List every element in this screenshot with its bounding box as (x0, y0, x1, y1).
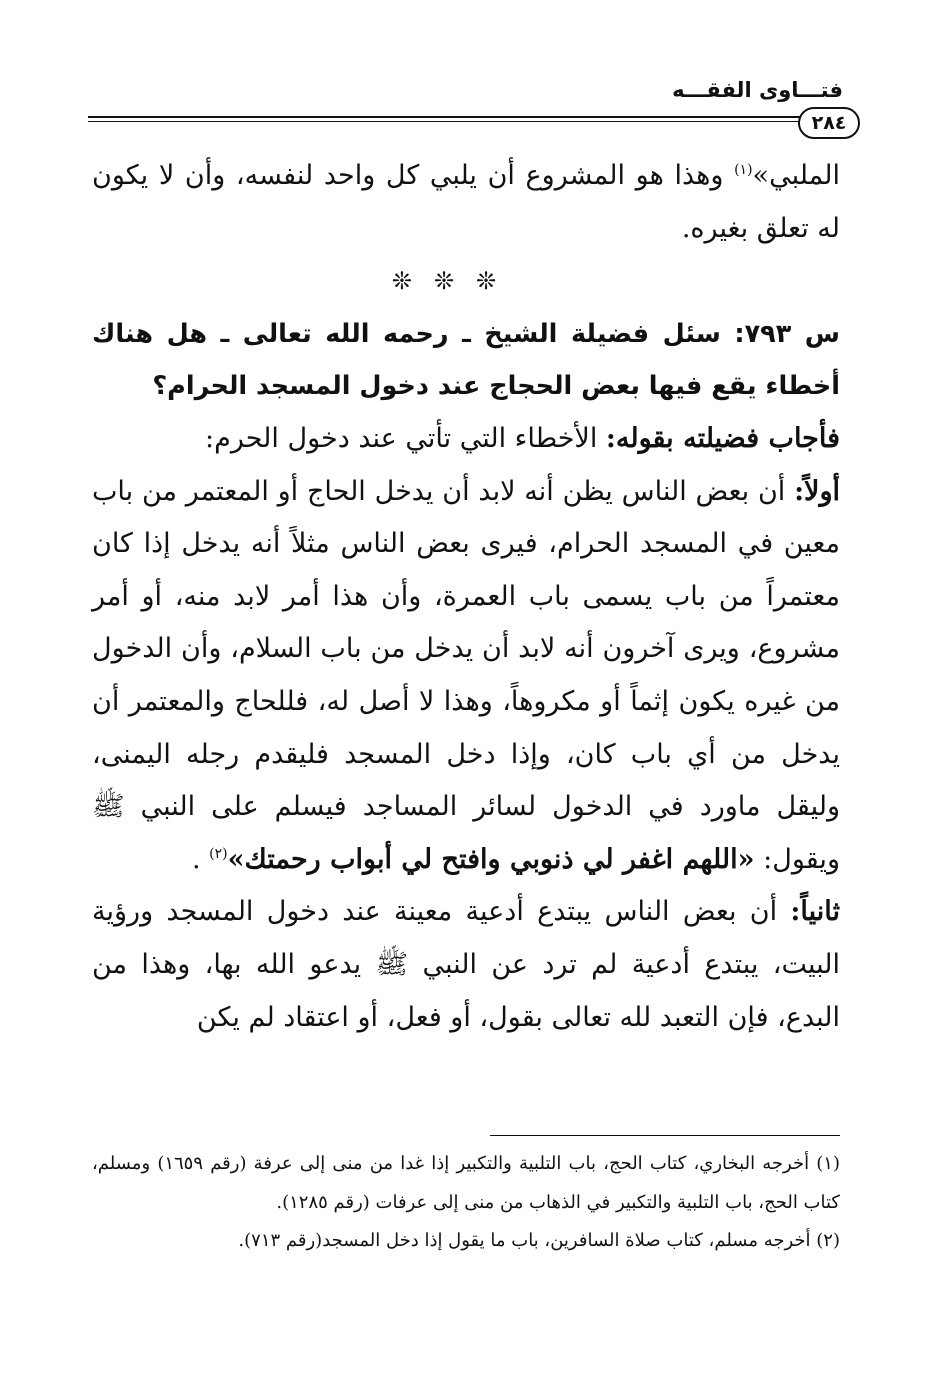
opening-paragraph (92, 150, 840, 255)
first-text: أن بعض الناس يظن أنه لابد أن يدخل الحاج أو المعتمر من باب معين في المسجد الحرام، فيرى بعض الناس مثلاً أنه يدخل إذا كان معتمراً من باب يسمى باب العمرة، وأن هذا أمر لابد منه، أو أمر مشروع، ويرى آخرون أنه لابد أن يدخل من باب السلام، وأن الدخول من غيره يكون إثماً أو مكروهاً، وهذا لا أصل له، فللحاج والمعتمر أن يدخل من أي باب كان، وإذا دخل المسجد فليقدم رجله اليمنى، وليقل ماورد في الدخول لسائر المساجد فيسلم على النبي ﷺ ويقول: (92, 475, 840, 875)
second-label: ثانياً: (790, 896, 840, 928)
header-rule-thin (88, 121, 808, 122)
answer-paragraph (92, 413, 840, 466)
footnote-1: (١) أخرجه البخاري، كتاب الحج، باب التلبية والتكبير إذا غدا من منى إلى عرفة (رقم ١٦٥٩) ومسلم، كتاب الحج، باب التلبية والتكبير في الذهاب من منى إلى عرفات (رقم ١٢٨٥). (92, 1153, 840, 1213)
running-title: فتـــاوى الفقـــه (672, 78, 843, 102)
footnotes (92, 1145, 840, 1261)
main-text (92, 150, 840, 1044)
first-label: أولاً: (794, 475, 840, 507)
footnote-rule (490, 1135, 840, 1136)
answer-label: فأجاب فضيلته بقوله: (605, 422, 840, 454)
opening-text: الملبي» (752, 160, 840, 191)
footnote-ref-1: (١) (734, 162, 753, 178)
footnote-ref-2: (٢) (209, 845, 228, 862)
question-paragraph: س ٧٩٣: سئل فضيلة الشيخ ـ رحمه الله تعالى ـ هل هناك أخطاء يقع فيها بعض الحجاج عند دخول المسجد الحرام؟ (92, 318, 840, 402)
opening-rest: وهذا هو المشروع أن يلبي كل واحد لنفسه، وأن لا يكون له تعلق بغيره. (92, 160, 840, 244)
header-rule (88, 116, 808, 118)
page-number: ٢٨٤ (798, 107, 860, 139)
first-point-paragraph (92, 466, 840, 887)
first-end: . (191, 843, 210, 875)
second-point-paragraph (92, 886, 840, 1044)
answer-text: الأخطاء التي تأتي عند دخول الحرم: (205, 422, 606, 454)
prayer-quote: «اللهم اغفر لي ذنوبي وافتح لي أبواب رحمتك» (227, 843, 755, 875)
footnote-2: (٢) أخرجه مسلم، كتاب صلاة السافرين، باب ما يقول إذا دخل المسجد(رقم ٧١٣). (238, 1230, 840, 1251)
second-text: أن بعض الناس يبتدع أدعية معينة عند دخول المسجد ورؤية البيت، يبتدع أدعية لم ترد عن النبي ﷺ يدعو الله بها، وهذا من البدع، فإن التعبد لله تعالى بقول، أو فعل، أو اعتقاد لم يكن (92, 896, 840, 1033)
section-separator: ❊❊❊ (391, 267, 519, 296)
